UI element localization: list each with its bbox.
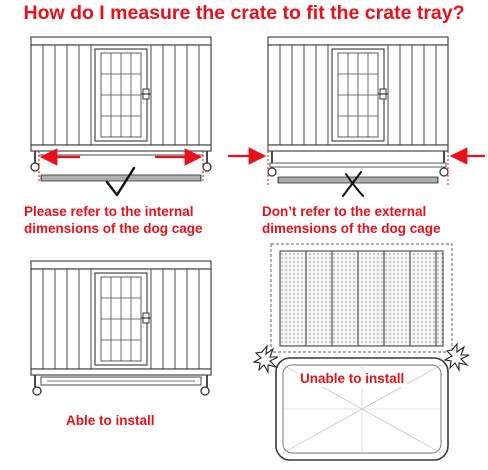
caption-able-line: Able to install (66, 413, 155, 428)
cross-mark-icon (343, 172, 363, 196)
caption-external (262, 203, 441, 237)
caption-able-to-install (66, 412, 155, 429)
caption-internal-line1: Please refer to the internal (24, 204, 194, 219)
caption-internal-line2: dimensions of the dog cage (24, 221, 203, 236)
caption-external-line1: Don’t refer to the external (262, 204, 427, 219)
crate-top-view (271, 244, 452, 352)
check-mark-icon (107, 168, 134, 195)
page-title: How do I measure the crate to fit the crate tray? (23, 2, 465, 24)
crate-internal-measure (31, 37, 211, 183)
caption-internal (24, 203, 203, 237)
caption-unable-to-install (297, 370, 407, 387)
crate-with-tray-fits (31, 261, 211, 395)
caption-unable-line: Unable to install (300, 371, 405, 386)
crate-external-measure (268, 37, 448, 185)
caption-external-line2: dimensions of the dog cage (262, 221, 441, 236)
